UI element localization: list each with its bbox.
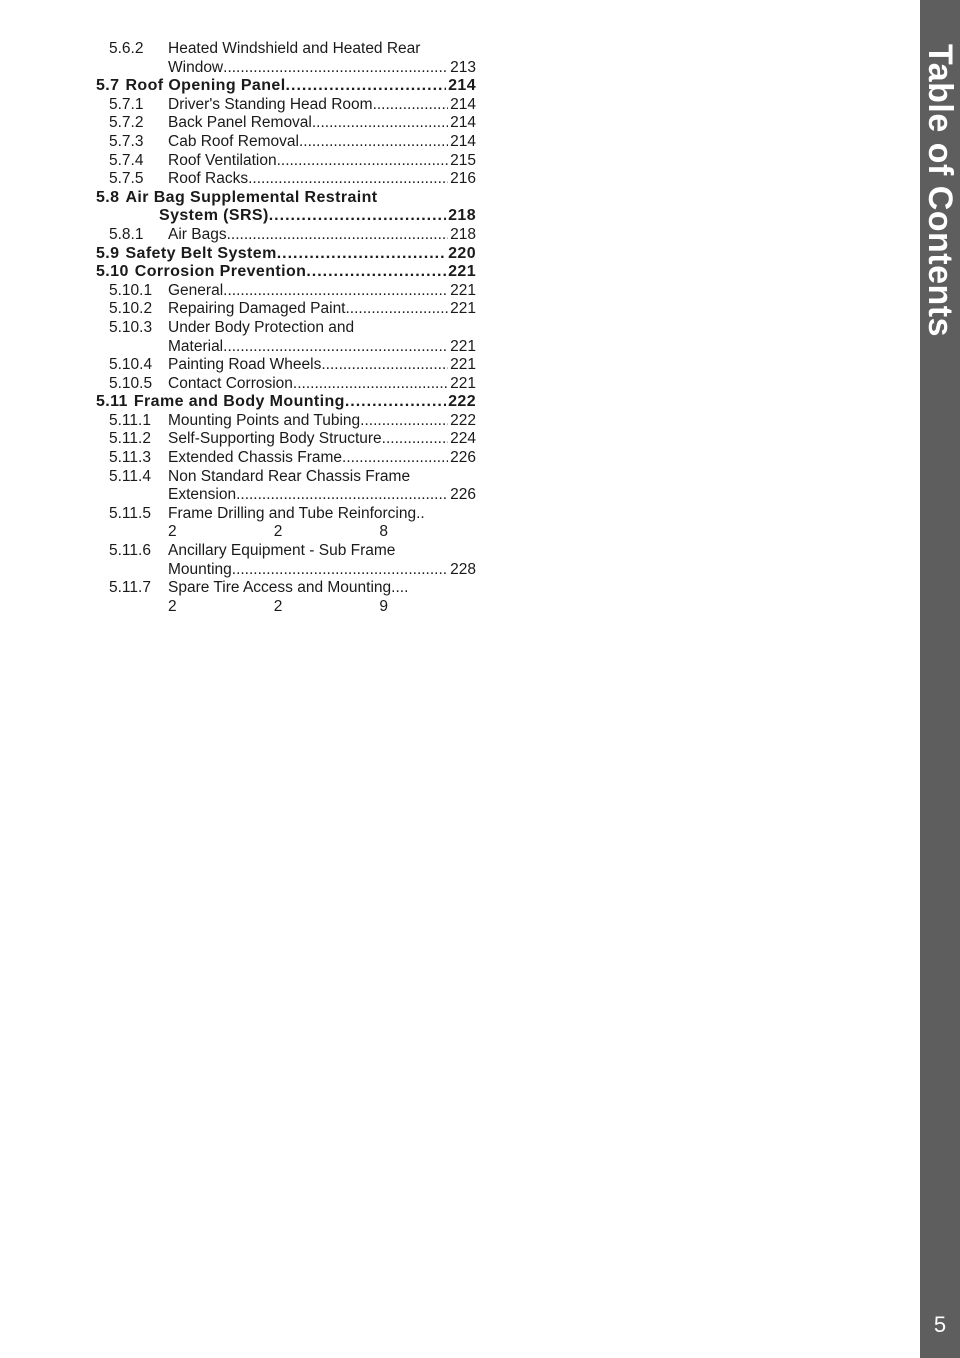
toc-entry-title: Cab Roof Removal [168,132,299,150]
toc-entry-page: 221 [450,281,476,299]
table-of-contents [96,40,476,616]
toc-entry-page: 218 [450,225,476,243]
toc-entry-title: Driver's Standing Head Room [168,95,373,113]
page-digit: 8 [379,523,388,541]
toc-entry-title: Under Body Protection and [168,318,355,336]
toc-entry-title: Non Standard Rear Chassis Frame [168,467,411,485]
toc-entry-number: 5.11.5 [109,504,151,522]
toc-entry-page: 226 [450,486,476,504]
toc-section-heading[interactable] [96,77,476,96]
toc-entry-title: Roof Racks [168,170,249,188]
toc-entry-title: Painting Road Wheels [168,356,322,374]
toc-entry[interactable] [96,430,476,449]
toc-section-title: Roof Opening Panel [125,77,286,95]
toc-entry-number: 5.11.3 [109,449,151,467]
toc-entry-title: Air Bags [168,225,227,243]
toc-entry-number: 5.7.1 [109,95,144,113]
toc-section-title: Safety Belt System [125,244,277,262]
toc-entry-number: 5.7.4 [109,151,144,169]
toc-section-page: 214 [448,77,476,95]
side-tab-title-text: Table of Contents [921,43,960,337]
toc-entry-title: Self-Supporting Body Structure [168,430,382,448]
toc-entry-number: 5.10.1 [109,281,153,299]
toc-entry-title: Contact Corrosion [168,374,293,392]
toc-entry[interactable] [96,114,476,133]
toc-entry[interactable] [96,579,476,616]
toc-entry[interactable] [96,505,476,542]
toc-entry-number: 5.11.6 [109,542,151,560]
toc-entry-page: 226 [450,449,476,467]
toc-entry-page: 221 [450,356,476,374]
page-digit: 2 [168,597,177,615]
toc-entry[interactable] [96,319,476,356]
toc-entry-title: Mounting Points and Tubing [168,411,361,429]
page-digit: 2 [273,523,283,541]
toc-entry-page: 224 [450,430,476,448]
toc-entry[interactable] [96,133,476,152]
toc-entry-number: 5.11.1 [109,411,151,429]
toc-section-title: Frame and Body Mounting [133,393,345,411]
toc-entry-number: 5.10.5 [109,374,153,392]
toc-entry-number: 5.8.1 [109,225,144,243]
toc-section-page: 220 [448,244,476,262]
page-digit: 9 [379,597,388,615]
toc-entry[interactable] [96,300,476,319]
toc-entry-number: 5.11.2 [109,430,151,448]
toc-entry-title-cont: Window [168,58,224,76]
toc-entry[interactable] [96,375,476,394]
toc-entry-title: Ancillary Equipment - Sub Frame [168,542,396,560]
toc-entry[interactable] [96,468,476,505]
toc-entry-title: Roof Ventilation [168,151,277,169]
toc-entry-number: 5.10.3 [109,318,153,336]
toc-section-title-cont: System (SRS) [159,207,269,225]
toc-entry-title: Back Panel Removal [168,114,312,132]
page-digit: 2 [168,523,177,541]
page-digit: 2 [273,597,283,615]
toc-entry-number: 5.7.5 [109,170,144,188]
toc-section-page: 221 [448,263,476,281]
toc-entry-number: 5.11.4 [109,467,151,485]
toc-entry-number: 5.7.2 [109,114,144,132]
toc-entry-title: Extended Chassis Frame [168,449,343,467]
toc-section-title: Air Bag Supplemental Restraint [125,188,378,206]
toc-entry-number: 5.11.7 [109,579,151,597]
toc-section-heading[interactable] [96,189,476,226]
toc-entry-title-cont: Material [168,337,224,355]
toc-entry-page: 216 [450,170,476,188]
toc-entry-page: 214 [450,114,476,132]
toc-entry-title: Frame Drilling and Tube Reinforcing.. [168,504,425,522]
toc-entry-number: 5.7.3 [109,132,144,150]
toc-section-heading[interactable] [96,263,476,282]
toc-entry-page: 213 [450,58,476,76]
toc-section-number: 5.11 [96,393,128,411]
toc-entry-title-cont: Mounting [168,560,232,578]
toc-entry-page-spaced [168,523,388,542]
toc-entry-title: Repairing Damaged Paint [168,300,346,318]
toc-section-heading[interactable] [96,393,476,412]
toc-entry-title: Spare Tire Access and Mounting.... [168,579,409,597]
toc-entry-page: 228 [450,560,476,578]
toc-entry-page: 221 [450,374,476,392]
toc-section-title: Corrosion Prevention [134,263,307,281]
toc-entry-number: 5.6.2 [109,40,144,57]
toc-entry[interactable] [96,449,476,468]
toc-section-page: 218 [448,207,476,225]
toc-entry-number: 5.10.4 [109,356,153,374]
toc-entry-number: 5.10.2 [109,300,153,318]
side-tab-title [922,10,958,370]
toc-entry-page: 215 [450,151,476,169]
toc-entry[interactable] [96,282,476,301]
toc-section-number: 5.8 [96,188,120,206]
toc-entry[interactable] [96,412,476,431]
toc-entry[interactable] [96,170,476,189]
toc-section-number: 5.10 [96,263,129,281]
toc-entry[interactable] [96,152,476,171]
toc-entry-page: 214 [450,132,476,150]
page-number: 5 [933,1312,947,1337]
toc-section-number: 5.9 [96,244,120,262]
toc-section-number: 5.7 [96,77,120,95]
toc-entry-page: 222 [450,411,476,429]
toc-section-page: 222 [448,393,476,411]
toc-entry-title: Heated Windshield and Heated Rear [168,40,421,57]
toc-entry[interactable] [96,40,476,77]
toc-entry[interactable] [96,96,476,115]
toc-entry[interactable] [96,226,476,245]
toc-entry-page: 214 [450,95,476,113]
side-tab [920,0,960,1358]
toc-entry-page: 221 [450,337,476,355]
toc-entry-title-cont: Extension [168,486,237,504]
toc-entry[interactable] [96,356,476,375]
toc-entry-page-spaced [168,598,388,617]
toc-entry-title: General [168,281,224,299]
toc-entry[interactable] [96,542,476,579]
toc-section-heading[interactable] [96,245,476,264]
toc-entry-page: 221 [450,300,476,318]
